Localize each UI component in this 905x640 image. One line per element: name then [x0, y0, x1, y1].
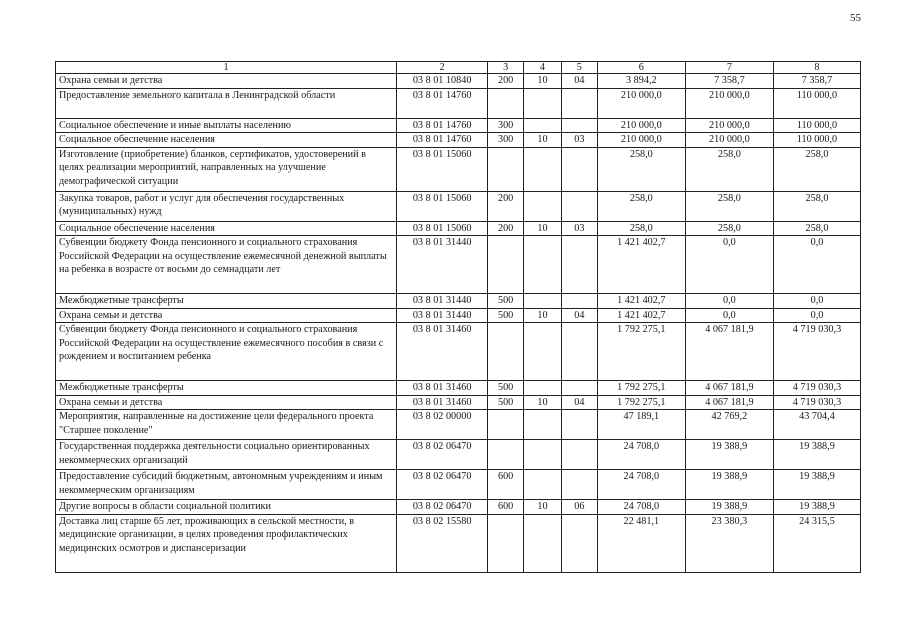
row-subsection	[561, 236, 597, 294]
row-section: 10	[524, 500, 562, 515]
row-name: Межбюджетные трансферты	[56, 294, 397, 309]
table-row	[56, 221, 861, 236]
row-expense-type	[488, 147, 524, 191]
row-amount-col6: 210 000,0	[597, 133, 685, 148]
row-amount-col8: 43 704,4	[773, 410, 860, 440]
row-target-code: 03 8 01 14760	[397, 88, 488, 118]
table-row	[56, 191, 861, 221]
row-amount-col6: 1 421 402,7	[597, 236, 685, 294]
row-amount-col7: 210 000,0	[685, 133, 773, 148]
row-section	[524, 410, 562, 440]
table-row	[56, 294, 861, 309]
row-name: Предоставление субсидий бюджетным, автономным учреждениям и иным некоммерческим организациям	[56, 470, 397, 500]
row-amount-col7: 19 388,9	[685, 470, 773, 500]
row-amount-col8: 110 000,0	[773, 133, 860, 148]
header-cell-2: 2	[397, 62, 488, 74]
row-expense-type: 200	[488, 74, 524, 89]
row-expense-type: 300	[488, 118, 524, 133]
row-amount-col8: 24 315,5	[773, 514, 860, 572]
row-amount-col8: 19 388,9	[773, 440, 860, 470]
table-row	[56, 308, 861, 323]
row-amount-col7: 258,0	[685, 221, 773, 236]
row-amount-col8: 0,0	[773, 236, 860, 294]
row-name: Охрана семьи и детства	[56, 395, 397, 410]
header-cell-6: 6	[597, 62, 685, 74]
row-subsection	[561, 88, 597, 118]
row-section: 10	[524, 74, 562, 89]
row-expense-type	[488, 323, 524, 381]
row-section	[524, 381, 562, 396]
row-target-code: 03 8 01 31460	[397, 381, 488, 396]
row-expense-type: 500	[488, 381, 524, 396]
row-amount-col6: 210 000,0	[597, 118, 685, 133]
row-amount-col6: 24 708,0	[597, 440, 685, 470]
row-amount-col8: 0,0	[773, 308, 860, 323]
row-section	[524, 470, 562, 500]
row-name: Мероприятия, направленные на достижение цели федерального проекта "Старшее поколение"	[56, 410, 397, 440]
row-section: 10	[524, 395, 562, 410]
row-target-code: 03 8 01 10840	[397, 74, 488, 89]
row-target-code: 03 8 02 15580	[397, 514, 488, 572]
row-section	[524, 191, 562, 221]
row-amount-col7: 4 067 181,9	[685, 395, 773, 410]
row-target-code: 03 8 01 14760	[397, 118, 488, 133]
row-amount-col7: 210 000,0	[685, 118, 773, 133]
row-name: Доставка лиц старше 65 лет, проживающих в сельской местности, в медицинские организации, в целях проведения профилактических медицинских осмотров и диспансеризации	[56, 514, 397, 572]
row-amount-col8: 4 719 030,3	[773, 323, 860, 381]
row-subsection	[561, 118, 597, 133]
row-expense-type: 200	[488, 191, 524, 221]
row-subsection	[561, 323, 597, 381]
row-amount-col7: 210 000,0	[685, 88, 773, 118]
row-target-code: 03 8 01 31440	[397, 308, 488, 323]
table-row	[56, 470, 861, 500]
row-amount-col6: 1 792 275,1	[597, 323, 685, 381]
row-subsection	[561, 191, 597, 221]
row-subsection	[561, 514, 597, 572]
row-amount-col6: 258,0	[597, 191, 685, 221]
row-target-code: 03 8 01 15060	[397, 147, 488, 191]
row-target-code: 03 8 01 14760	[397, 133, 488, 148]
row-amount-col6: 258,0	[597, 147, 685, 191]
row-name: Предоставление земельного капитала в Ленинградской области	[56, 88, 397, 118]
row-subsection	[561, 410, 597, 440]
row-expense-type	[488, 410, 524, 440]
table-row	[56, 74, 861, 89]
row-expense-type: 500	[488, 395, 524, 410]
row-subsection	[561, 440, 597, 470]
row-name: Государственная поддержка деятельности социально ориентированных некоммерческих организаций	[56, 440, 397, 470]
row-expense-type: 300	[488, 133, 524, 148]
row-subsection: 04	[561, 74, 597, 89]
table-row	[56, 236, 861, 294]
row-subsection: 03	[561, 133, 597, 148]
table-row	[56, 381, 861, 396]
row-amount-col8: 19 388,9	[773, 500, 860, 515]
row-subsection	[561, 470, 597, 500]
row-expense-type	[488, 236, 524, 294]
row-target-code: 03 8 01 31440	[397, 294, 488, 309]
row-amount-col6: 1 421 402,7	[597, 294, 685, 309]
row-section	[524, 294, 562, 309]
row-amount-col6: 1 792 275,1	[597, 381, 685, 396]
row-section	[524, 514, 562, 572]
row-amount-col7: 0,0	[685, 236, 773, 294]
row-target-code: 03 8 01 31460	[397, 395, 488, 410]
row-subsection: 03	[561, 221, 597, 236]
row-target-code: 03 8 02 00000	[397, 410, 488, 440]
row-name: Социальное обеспечение и иные выплаты населению	[56, 118, 397, 133]
budget-table	[55, 61, 861, 573]
header-cell-3: 3	[488, 62, 524, 74]
row-amount-col8: 0,0	[773, 294, 860, 309]
table-row	[56, 395, 861, 410]
row-amount-col7: 4 067 181,9	[685, 323, 773, 381]
row-expense-type: 600	[488, 470, 524, 500]
row-amount-col6: 22 481,1	[597, 514, 685, 572]
row-amount-col7: 19 388,9	[685, 500, 773, 515]
row-section	[524, 323, 562, 381]
table-row	[56, 133, 861, 148]
row-section	[524, 88, 562, 118]
table-row	[56, 323, 861, 381]
row-amount-col6: 24 708,0	[597, 470, 685, 500]
row-amount-col8: 258,0	[773, 221, 860, 236]
row-amount-col8: 110 000,0	[773, 118, 860, 133]
row-amount-col6: 1 421 402,7	[597, 308, 685, 323]
row-amount-col6: 3 894,2	[597, 74, 685, 89]
row-section: 10	[524, 308, 562, 323]
row-expense-type: 200	[488, 221, 524, 236]
row-amount-col6: 258,0	[597, 221, 685, 236]
table-row	[56, 410, 861, 440]
row-amount-col7: 23 380,3	[685, 514, 773, 572]
row-expense-type	[488, 514, 524, 572]
row-section	[524, 118, 562, 133]
row-expense-type: 500	[488, 294, 524, 309]
header-cell-1: 1	[56, 62, 397, 74]
header-cell-7: 7	[685, 62, 773, 74]
header-cell-4: 4	[524, 62, 562, 74]
row-name: Охрана семьи и детства	[56, 308, 397, 323]
table-body	[56, 74, 861, 573]
header-cell-8: 8	[773, 62, 860, 74]
row-name: Субвенции бюджету Фонда пенсионного и социального страхования Российской Федерации на осуществление ежемесячного пособия в связи с рождением и воспитанием ребенка	[56, 323, 397, 381]
row-amount-col7: 0,0	[685, 294, 773, 309]
row-amount-col7: 19 388,9	[685, 440, 773, 470]
row-target-code: 03 8 01 15060	[397, 221, 488, 236]
row-amount-col6: 210 000,0	[597, 88, 685, 118]
row-amount-col8: 7 358,7	[773, 74, 860, 89]
row-target-code: 03 8 01 15060	[397, 191, 488, 221]
row-name: Изготовление (приобретение) бланков, сертификатов, удостоверений в целях реализации мероприятий, направленных на улучшение демографической ситуации	[56, 147, 397, 191]
row-subsection: 04	[561, 395, 597, 410]
table-row	[56, 147, 861, 191]
row-section	[524, 147, 562, 191]
row-amount-col8: 19 388,9	[773, 470, 860, 500]
row-name: Межбюджетные трансферты	[56, 381, 397, 396]
row-amount-col6: 24 708,0	[597, 500, 685, 515]
row-expense-type	[488, 440, 524, 470]
header-row	[56, 62, 861, 74]
table-row	[56, 440, 861, 470]
table-row	[56, 500, 861, 515]
row-subsection	[561, 147, 597, 191]
header-cell-5: 5	[561, 62, 597, 74]
table-row	[56, 514, 861, 572]
row-expense-type: 500	[488, 308, 524, 323]
row-section	[524, 236, 562, 294]
row-amount-col7: 258,0	[685, 191, 773, 221]
row-name: Другие вопросы в области социальной политики	[56, 500, 397, 515]
row-target-code: 03 8 02 06470	[397, 470, 488, 500]
table-row	[56, 88, 861, 118]
row-target-code: 03 8 01 31460	[397, 323, 488, 381]
row-amount-col8: 4 719 030,3	[773, 381, 860, 396]
row-amount-col8: 110 000,0	[773, 88, 860, 118]
row-amount-col7: 4 067 181,9	[685, 381, 773, 396]
row-target-code: 03 8 02 06470	[397, 440, 488, 470]
row-expense-type	[488, 88, 524, 118]
row-amount-col7: 258,0	[685, 147, 773, 191]
row-amount-col7: 7 358,7	[685, 74, 773, 89]
row-name: Закупка товаров, работ и услуг для обеспечения государственных (муниципальных) нужд	[56, 191, 397, 221]
row-subsection	[561, 294, 597, 309]
row-name: Социальное обеспечение населения	[56, 221, 397, 236]
page-number: 55	[850, 12, 861, 24]
row-section	[524, 440, 562, 470]
row-name: Субвенции бюджету Фонда пенсионного и социального страхования Российской Федерации на осуществление ежемесячной денежной выплаты на ребенка в возрасте от восьми до семнадцати лет	[56, 236, 397, 294]
row-amount-col8: 4 719 030,3	[773, 395, 860, 410]
row-section: 10	[524, 133, 562, 148]
row-section: 10	[524, 221, 562, 236]
table-row	[56, 118, 861, 133]
row-name: Охрана семьи и детства	[56, 74, 397, 89]
row-subsection	[561, 381, 597, 396]
row-amount-col6: 47 189,1	[597, 410, 685, 440]
row-name: Социальное обеспечение населения	[56, 133, 397, 148]
row-amount-col8: 258,0	[773, 147, 860, 191]
row-amount-col7: 42 769,2	[685, 410, 773, 440]
row-target-code: 03 8 01 31440	[397, 236, 488, 294]
row-subsection: 06	[561, 500, 597, 515]
row-expense-type: 600	[488, 500, 524, 515]
row-amount-col6: 1 792 275,1	[597, 395, 685, 410]
row-amount-col7: 0,0	[685, 308, 773, 323]
row-subsection: 04	[561, 308, 597, 323]
row-amount-col8: 258,0	[773, 191, 860, 221]
row-target-code: 03 8 02 06470	[397, 500, 488, 515]
